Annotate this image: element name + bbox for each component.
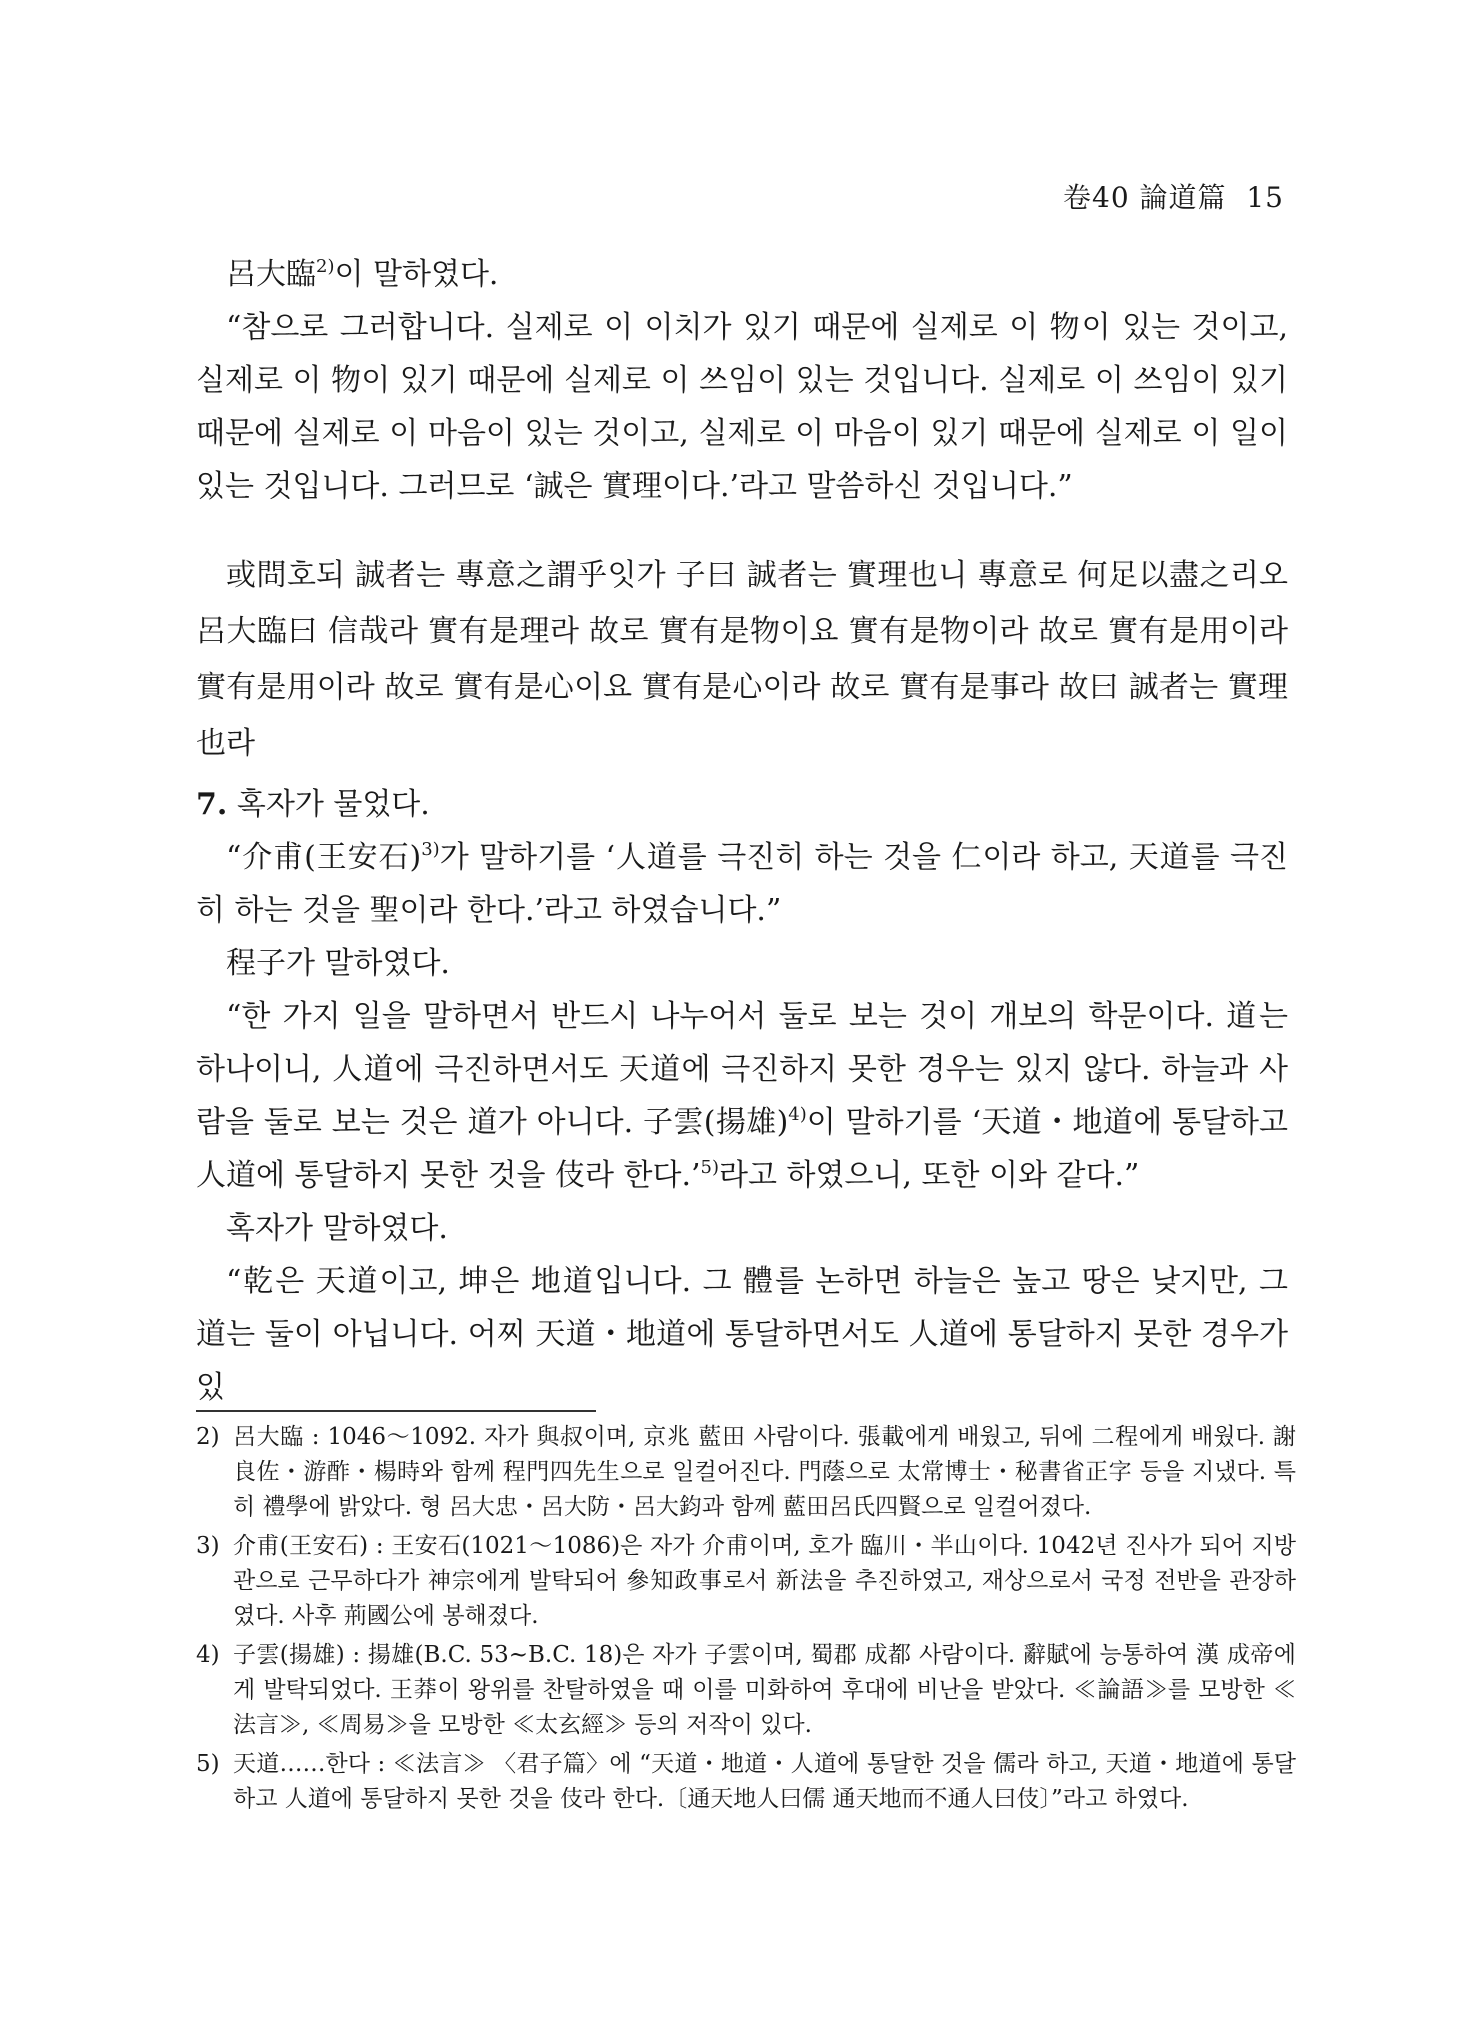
paragraph: 7. 혹자가 물었다. xyxy=(196,787,430,822)
footnote-5 xyxy=(196,1747,1296,1817)
footnotes xyxy=(196,1420,1296,1821)
paragraph: “乾은 天道이고, 坤은 地道입니다. 그 體를 논하면 하늘은 높고 땅은 낮지만, 그 道는 둘이 아닙니다. 어찌 天道・地道에 통달하면서도 人道에 통달하지 못한 경우가 있 xyxy=(196,1264,1288,1405)
running-title: 卷40 論道篇 xyxy=(1063,181,1227,214)
paragraph: “참으로 그러합니다. 실제로 이 이치가 있기 때문에 실제로 이 物이 있는 것이고, 실제로 이 物이 있기 때문에 실제로 이 쓰임이 있는 것입니다. 실제로 이 쓰임이 있기 때문에 실제로 이 마음이 있는 것이고, 실제로 이 마음이 있기 때문에 실제로 이 일이 있는 것입니다. 그러므로 ‘誠은 實理이다.’라고 말씀하신 것입니다.” xyxy=(196,310,1288,504)
footnote-2 xyxy=(196,1420,1296,1525)
section-6-translation xyxy=(196,248,1288,513)
footnote-text: 呂大臨 : 1046～1092. 자가 與叔이며, 京兆 藍田 사람이다. 張載에게 배웠고, 뒤에 二程에게 배웠다. 謝良佐・游酢・楊時와 함께 程門四先生으로 일컬어진다. 門蔭으로 太常博士・秘書省正字 등을 지냈다. 특히 禮學에 밝았다. 형 呂大忠・呂大防・呂大鈞과 함께 藍田呂氏四賢으로 일컬어졌다. xyxy=(233,1424,1296,1520)
original-classical-text: 或問호되 誠者는 專意之謂乎잇가 子曰 誠者는 實理也니 專意로 何足以盡之리오 呂大臨曰 信哉라 實有是理라 故로 實有是物이요 實有是物이라 故로 實有是用이라 實有是用이라 故로 實有是心이요 實有是心이라 故로 實有是事라 故曰 誠者는 實理也라 xyxy=(196,558,1288,761)
footnote-number: 3) xyxy=(196,1533,220,1559)
footnote-ref-3[interactable]: 3) xyxy=(421,839,440,860)
footnote-ref-4[interactable]: 4) xyxy=(788,1104,807,1125)
section-6-original-text xyxy=(196,548,1288,772)
paragraph: “한 가지 일을 말하면서 반드시 나누어서 둘로 보는 것이 개보의 학문이다. 道는 하나이니, 人道에 극진하면서도 天道에 극진하지 못한 경우는 있지 않다. 하늘과 사람을 둘로 보는 것은 道가 아니다. 子雲(揚雄)$^{4)}$이 말하기를 ‘天道・地道에 통달하고 人道에 통달하지 못한 것을 伎라 한다.’$^{5)}$라고 하였으니, 또한 이와 같다.” xyxy=(196,999,1288,1193)
paragraph: 呂大臨$^{2)}$이 말하였다. xyxy=(226,256,499,292)
footnote-text: 天道……한다 : ≪法言≫ 〈君子篇〉에 “天道・地道・人道에 통달한 것을 儒라 하고, 天道・地道에 통달하고 人道에 통달하지 못한 것을 伎라 한다.〔通天地人曰儒 通天地而不通人曰伎〕”라고 하였다. xyxy=(233,1751,1296,1812)
running-header xyxy=(1063,176,1284,216)
footnote-text: 子雲(揚雄) : 揚雄(B.C. 53~B.C. 18)은 자가 子雲이며, 蜀郡 成都 사람이다. 辭賦에 능통하여 漢 成帝에게 발탁되었다. 王莽이 왕위를 찬탈하였을 때 이를 미화하여 후대에 비난을 받았다. ≪論語≫를 모방한 ≪法言≫, ≪周易≫을 모방한 ≪太玄經≫ 등의 저작이 있다. xyxy=(233,1642,1296,1738)
footnote-4 xyxy=(196,1638,1296,1743)
footnote-number: 5) xyxy=(196,1751,220,1777)
footnote-3 xyxy=(196,1529,1296,1634)
footnote-divider xyxy=(196,1410,596,1412)
section-7 xyxy=(196,778,1288,1414)
footnote-ref-2[interactable]: 2) xyxy=(316,256,335,277)
paragraph: 혹자가 말하였다. xyxy=(226,1211,448,1246)
footnote-number: 4) xyxy=(196,1642,220,1668)
page-number: 15 xyxy=(1246,181,1284,214)
footnote-number: 2) xyxy=(196,1424,220,1450)
paragraph: 程子가 말하였다. xyxy=(226,946,450,981)
footnote-ref-5[interactable]: 5) xyxy=(700,1157,719,1178)
paragraph: “介甫(王安石)$^{3)}$가 말하기를 ‘人道를 극진히 하는 것을 仁이라 하고, 天道를 극진히 하는 것을 聖이라 한다.’라고 하였습니다.” xyxy=(196,839,1289,928)
section-number: 7. xyxy=(196,787,228,822)
footnote-text: 介甫(王安石) : 王安石(1021～1086)은 자가 介甫이며, 호가 臨川・半山이다. 1042년 진사가 되어 지방관으로 근무하다가 神宗에게 발탁되어 參知政事로서 新法을 추진하였고, 재상으로서 국정 전반을 관장하였다. 사후 荊國公에 봉해졌다. xyxy=(233,1533,1296,1629)
